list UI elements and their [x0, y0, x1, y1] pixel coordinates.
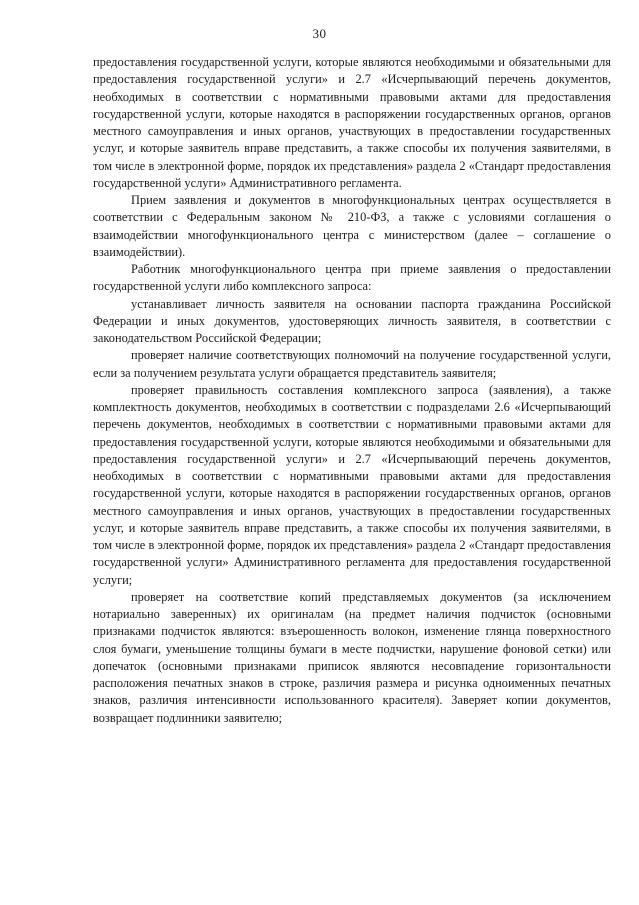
paragraph-copies-check: проверяет на соответствие копий представляемых документов (за исключением нотариально заверенных) их оригиналам (на предмет наличия подчисток (основными признаками подчисток являются: взъерошенность волокон, изменение глянца поверхностного слоя бумаги, уменьшение толщины бумаги в месте подчистки, нарушение фоновой сетки) или допечаток (основными признаками приписок являются несовпадение горизонтальности расположения печатных знаков в строке, различия размера и рисунка одноименных печатных знаков, различия интенсивности использованного красителя). Заверяет копии документов, возвращает подлинники заявителю;: [93, 589, 611, 725]
page-number: 30: [312, 26, 327, 41]
paragraph-completeness-check: проверяет правильность составления комплексного запроса (заявления), а также комплектность документов, необходимых в соответствии с подразделами 2.6 «Исчерпывающий перечень документов, необходимых в соответствии с нормативными правовыми актами для предоставления государственной услуги, которые являются необходимыми и обязательными для предоставления государственной услуги» и 2.7 «Исчерпывающий перечень документов, необходимых в соответствии с нормативными правовыми актами для предоставления государственной услуги, которые находятся в распоряжении государственных органов, органов местного самоуправления и иных органов, участвующих в предоставлении государственных услуг, и которые заявитель вправе представить, а также способы их получения заявителями, в том числе в электронной форме, порядок их представления» раздела 2 «Стандарт предоставления государственной услуги» Административного регламента для предоставления государственной услуги;: [93, 382, 611, 587]
paragraph-reception-mfc: Прием заявления и документов в многофункциональных центрах осуществляется в соответствии с Федеральным законом № 210-ФЗ, а также с условиями соглашения о взаимодействии многофункционального центра с министерством (далее – соглашение о взаимодействии).: [93, 193, 611, 259]
document-body: [93, 54, 611, 727]
paragraph-identity-check: устанавливает личность заявителя на основании паспорта гражданина Российской Федерации и иных документов, удостоверяющих личность заявителя, в соответствии с законодательством Российской Федерации;: [93, 296, 611, 345]
paragraph-continuation: предоставления государственной услуги, которые являются необходимыми и обязательными для предоставления государственной услуги» и 2.7 «Исчерпывающий перечень документов, необходимых в соответствии с нормативными правовыми актами для предоставления государственной услуги, которые находятся в распоряжении государственных органов, органов местного самоуправления и иных органов, участвующих в предоставлении государственных услуг, и которые заявитель вправе представить, а также способы их получения заявителями, в том числе в электронной форме, порядок их представления» раздела 2 «Стандарт предоставления государственной услуги» Административного регламента.: [93, 55, 611, 190]
paragraph-authority-check: проверяет наличие соответствующих полномочий на получение государственной услуги, если за получением результата услуги обращается представитель заявителя;: [93, 348, 611, 380]
paragraph-worker-duties: Работник многофункционального центра при приеме заявления о предоставлении государственной услуги либо комплексного запроса:: [93, 262, 611, 294]
